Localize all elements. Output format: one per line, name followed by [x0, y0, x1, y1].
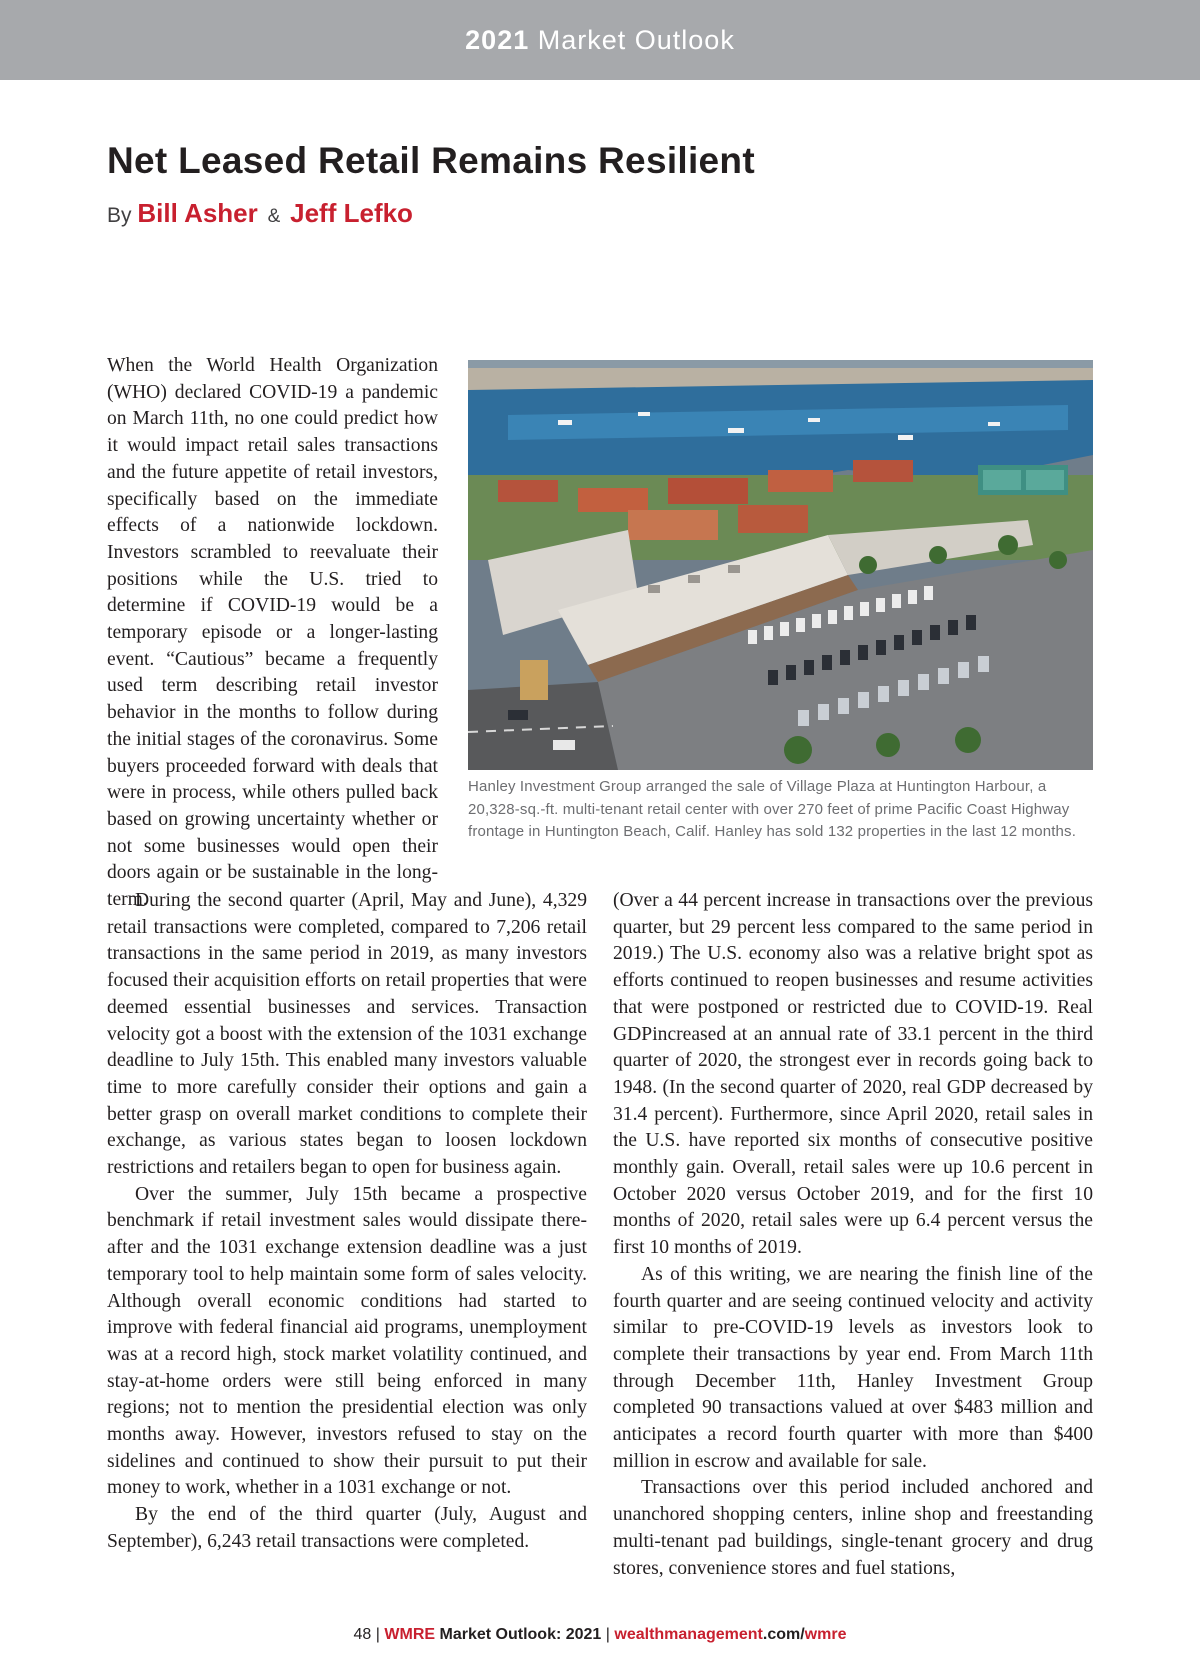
footer-separator-1: |	[375, 1626, 380, 1643]
footer-publication-title: Market Outlook: 2021	[439, 1626, 602, 1643]
intro-text: When the World Health Organization (WHO) declared COVID-19 a pandemic on March 11th, no one could predict how it would impact retail sales transactions and the future appetite of retail investors, specifically based on the immediate effects of a nationwide lockdown. Investors scrambled to reevaluate their positions while the U.S. tried to determine if COVID-19 would be a temporary episode or a longer-lasting event. “Cautious” became a frequently used term describing retail investor behavior in the months to follow during the initial stages of the coronavirus. Some buyers proceeded forward with deals that were in process, while others pulled back based on growing uncertainty whether or not some businesses would open their doors again or be sustainable in the long-term.	[107, 355, 438, 911]
footer-brand: WMRE	[384, 1626, 436, 1643]
right-paragraph-3: Transactions over this period included anchored and unanchored shopping centers, inline shop and freestanding multi-tenant pad buildings, single-tenant grocery and drug stores, convenience stores and fuel stations,	[613, 1477, 1093, 1579]
right-column	[613, 888, 1093, 1582]
page-footer	[0, 1626, 1200, 1644]
author-jeff-lefko: Jeff Lefko	[290, 198, 413, 228]
footer-site-suffix: wmre	[804, 1626, 847, 1643]
left-paragraph-1: During the second quarter (April, May and June), 4,329 retail transactions were completed, compared to 7,206 retail transactions in the same period in 2019, as many investors focused their acquisition efforts on retail properties that were deemed essential businesses and services. Transaction velocity got a boost with the extension of the 1031 exchange deadline to July 15th. This enabled many investors valuable time to more carefully consider their options and gain a better grasp on overall market conditions to complete their exchange, as various states began to loosen lockdown restrictions and retailers began to open for business again.	[107, 890, 587, 1179]
footer-site-domain: .com/	[762, 1626, 805, 1643]
footer-separator-2: |	[605, 1626, 610, 1643]
article-title: Net Leased Retail Remains Resilient	[107, 140, 755, 181]
right-paragraph-2: As of this writing, we are nearing the finish line of the fourth quarter and are seeing continued velocity and activity similar to pre-COVID-19 levels as investors look to complete their transactions by year end. From March 11th through December 11th, Hanley Investment Group completed 90 transactions valued at over $483 million and anticipates a record fourth quarter with more than $400 million in escrow and available for sale.	[613, 1263, 1093, 1472]
left-column	[107, 888, 587, 1556]
byline	[107, 198, 413, 229]
aerial-photo-village-plaza	[468, 360, 1093, 770]
byline-by: By	[107, 204, 132, 227]
footer-website-link[interactable]	[614, 1626, 846, 1643]
page-number: 48	[353, 1626, 372, 1643]
left-paragraph-3: By the end of the third quarter (July, August and September), 6,243 retail transactions were completed.	[107, 1504, 587, 1552]
intro-paragraph	[107, 353, 438, 914]
photo-caption: Hanley Investment Group arranged the sale of Village Plaza at Huntington Harbour, a 20,328-sq.-ft. multi-tenant retail center with over 270 feet of prime Pacific Coast Highway frontage in Huntington Beach, Calif. Hanley has sold 132 properties in the last 12 months.	[468, 778, 1077, 840]
footer-site-prefix: wealthmanagement	[614, 1626, 763, 1643]
byline-ampersand: &	[267, 206, 281, 227]
left-paragraph-2: Over the summer, July 15th became a prospective benchmark if retail investment sales would dissipate thereafter and the 1031 exchange extension deadline was a just temporary tool to help maintain some form of sales velocity. Although overall economic conditions had started to improve with federal financial aid programs, unemployment was at a record high, stock market volatility continued, and stay-at-home orders were still being enforced in many regions; not to mention the presidential election was only months away. However, investors refused to stay on the sidelines and continued to show their pursuit to put their money to work, whether in a 1031 exchange or not.	[107, 1183, 587, 1499]
header-label: Market Outlook	[537, 25, 735, 55]
header-band	[0, 0, 1200, 80]
author-bill-asher: Bill Asher	[137, 198, 258, 228]
header-year: 2021	[465, 25, 530, 55]
right-paragraph-1: (Over a 44 percent increase in transactions over the previous quarter, but 29 percent less compared to the same period in 2019.) The U.S. economy also was a relative bright spot as efforts continued to reopen businesses and resume activities that were postponed or restricted due to COVID-19. Real GDPincreased at an annual rate of 33.1 percent in the third quarter of 2020, the strongest ever in records going back to 1948. (In the second quarter of 2020, real GDP decreased by 31.4 percent). Furthermore, since April 2020, retail sales in the U.S. have reported six months of consecutive positive monthly gain. Overall, retail sales were up 10.6 percent in October 2020 versus October 2019, and for the first 10 months of 2020, retail sales were up 6.4 percent versus the first 10 months of 2019.	[613, 890, 1093, 1259]
